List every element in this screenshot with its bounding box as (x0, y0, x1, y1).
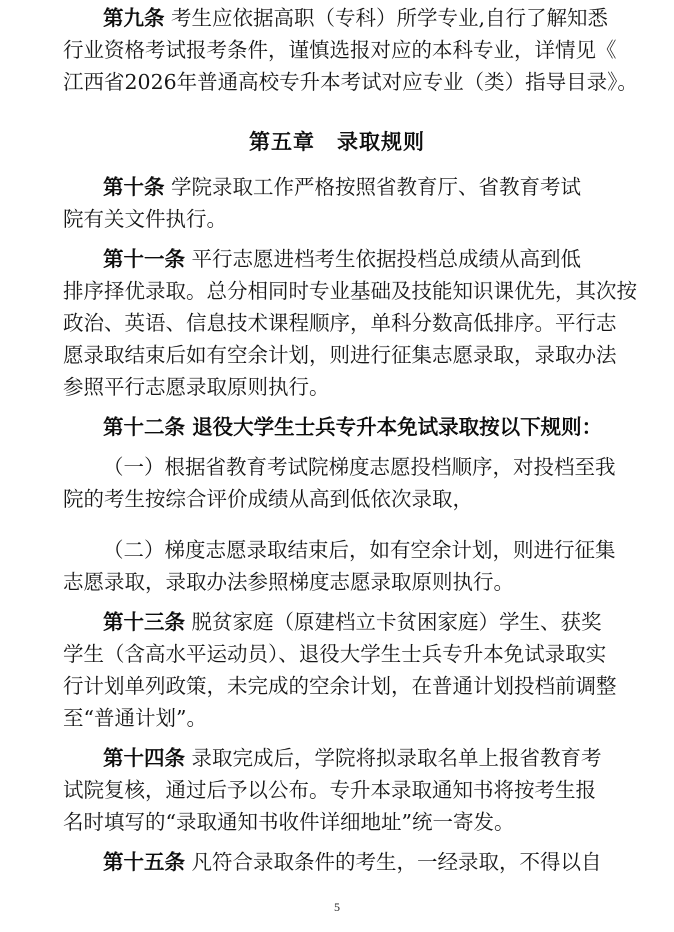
chapter-heading: 第五章 录取规则 (249, 129, 425, 154)
article-10-label: 第十条 (103, 175, 165, 199)
article-11-line-2: 排序择优录取。总分相同时专业基础及技能知识课优先，其次按 (63, 279, 637, 303)
article-15-line-1: 第十五条 凡符合录取条件的考生，一经录取，不得以自 (103, 850, 602, 874)
article-11-line-4: 愿录取结束后如有空余计划，则进行征集志愿录取，录取办法 (63, 343, 617, 367)
article-10-line-2: 院有关文件执行。 (63, 207, 227, 231)
article-12-heading: 第十二条 退役大学生士兵专升本免试录取按以下规则： (103, 415, 603, 439)
article-13-line-2: 学生（含高水平运动员）、退役大学生士兵专升本免试录取实 (63, 642, 607, 666)
article-12-item-1-line-2: 院的考生按综合评价成绩从高到低依次录取， (63, 487, 473, 511)
page-number: 5 (334, 900, 340, 914)
article-11-label: 第十一条 (103, 247, 185, 271)
article-13-line-3: 行计划单列政策，未完成的空余计划，在普通计划投档前调整 (63, 674, 617, 698)
article-9-line-3: 江西省2026年普通高校专升本考试对应专业（类）指导目录》。 (63, 70, 638, 94)
article-14-line-2: 试院复核，通过后予以公布。专升本录取通知书将按考生报 (63, 778, 596, 802)
article-11-line-1: 第十一条 平行志愿进档考生依据投档总成绩从高到低 (103, 247, 582, 271)
article-9-label: 第九条 (103, 6, 165, 30)
article-15-label: 第十五条 (103, 850, 185, 874)
article-14-label: 第十四条 (103, 746, 185, 770)
article-11-line-3: 政治、英语、信息技术课程顺序，单科分数高低排序。平行志 (63, 311, 617, 335)
article-9-line-2: 行业资格考试报考条件，谨慎选报对应的本科专业，详情见《 (63, 38, 617, 62)
article-12-item-1-line-1: （一）根据省教育考试院梯度志愿投档顺序，对投档至我 (103, 455, 616, 479)
article-14-line-1: 第十四条 录取完成后，学院将拟录取名单上报省教育考 (103, 746, 602, 770)
article-14-line-3: 名时填写的“录取通知书收件详细地址”统一寄发。 (63, 810, 515, 834)
article-13-label: 第十三条 (103, 610, 185, 634)
article-12-item-2-line-2: 志愿录取，录取办法参照梯度志愿录取原则执行。 (63, 570, 514, 594)
article-12-item-2-line-1: （二）梯度志愿录取结束后，如有空余计划，则进行征集 (103, 538, 616, 562)
article-9-line-1: 第九条 考生应依据高职（专科）所学专业,自行了解知悉 (103, 6, 609, 30)
article-13-line-1: 第十三条 脱贫家庭（原建档立卡贫困家庭）学生、获奖 (103, 610, 602, 634)
article-10-line-1: 第十条 学院录取工作严格按照省教育厅、省教育考试 (103, 175, 582, 199)
article-11-line-5: 参照平行志愿录取原则执行。 (63, 375, 330, 399)
article-13-line-4: 至“普通计划”。 (63, 706, 207, 730)
